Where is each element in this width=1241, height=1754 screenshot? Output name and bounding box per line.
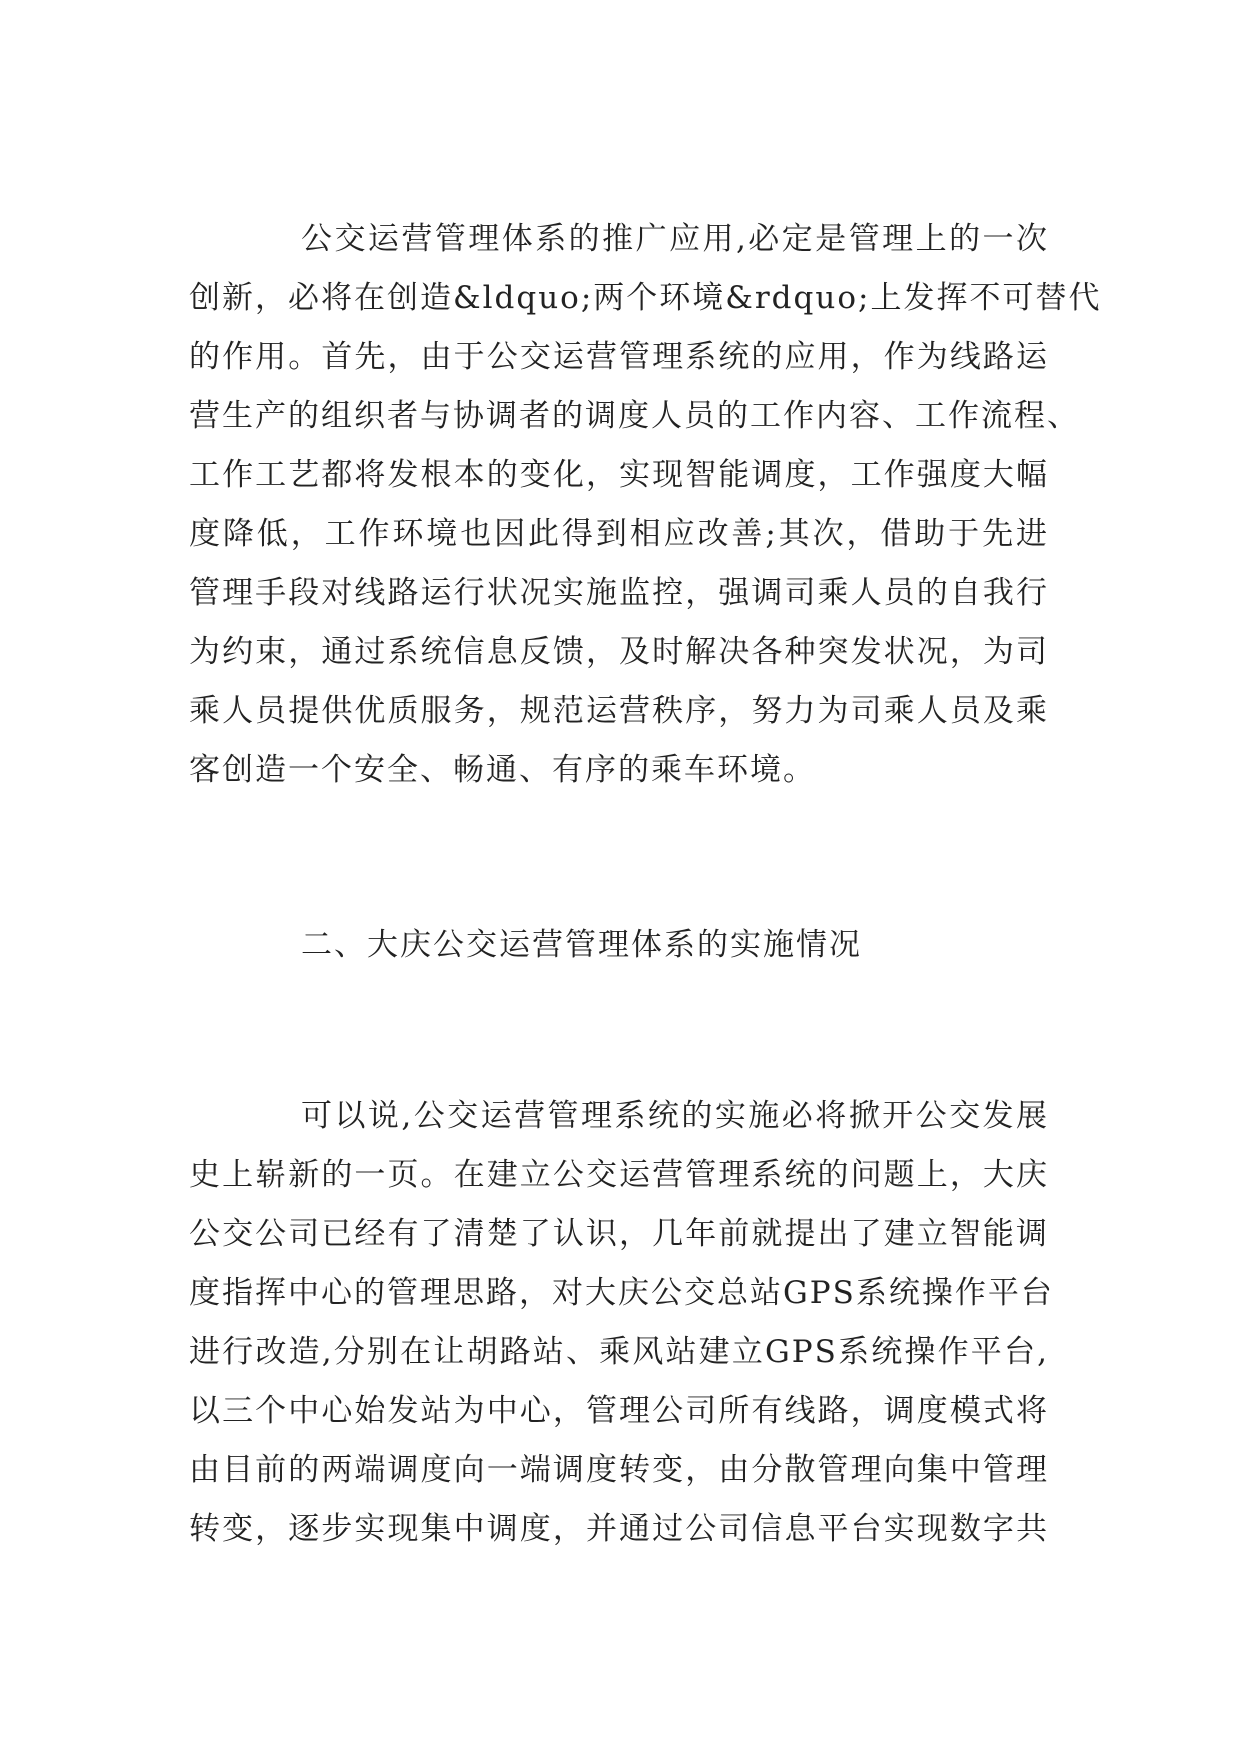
paragraph-1-line: 度降低，工作环境也因此得到相应改善;其次，借助于先进: [189, 516, 1049, 552]
paragraph-2-line: 度指挥中心的管理思路，对大庆公交总站GPS系统操作平台: [189, 1275, 1054, 1311]
paragraph-1-line: 乘人员提供优质服务，规范运营秩序，努力为司乘人员及乘: [189, 693, 1049, 729]
paragraph-1-line: 客创造一个安全、畅通、有序的乘车环境。: [189, 752, 816, 788]
paragraph-1-line: 管理手段对线路运行状况实施监控，强调司乘人员的自我行: [189, 575, 1049, 611]
paragraph-2-line: 进行改造,分别在让胡路站、乘风站建立GPS系统操作平台,: [189, 1334, 1049, 1370]
paragraph-2-line: 公交公司已经有了清楚了认识，几年前就提出了建立智能调: [189, 1216, 1049, 1252]
paragraph-1-line: 工作工艺都将发根本的变化，实现智能调度，工作强度大幅: [189, 457, 1049, 493]
paragraph-1: [189, 210, 1102, 800]
paragraph-1-line: 营生产的组织者与协调者的调度人员的工作内容、工作流程、: [189, 398, 1080, 434]
paragraph-2-line: 可以说,公交运营管理系统的实施必将掀开公交发展: [301, 1098, 1049, 1134]
paragraph-1-line: 为约束，通过系统信息反馈，及时解决各种突发状况，为司: [189, 634, 1049, 670]
paragraph-2-line: 史上崭新的一页。在建立公交运营管理系统的问题上，大庆: [189, 1157, 1049, 1193]
paragraph-1-line: 创新，必将在创造&ldquo;两个环境&rdquo;上发挥不可替代: [189, 280, 1102, 316]
paragraph-2-line: 转变，逐步实现集中调度，并通过公司信息平台实现数字共: [189, 1511, 1049, 1547]
paragraph-2-line: 由目前的两端调度向一端调度转变，由分散管理向集中管理: [189, 1452, 1049, 1488]
paragraph-1-line: 的作用。首先，由于公交运营管理系统的应用，作为线路运: [189, 339, 1049, 375]
section-heading: 二、大庆公交运营管理体系的实施情况: [301, 927, 862, 963]
paragraph-1-line: 公交运营管理体系的推广应用,必定是管理上的一次: [301, 221, 1049, 257]
paragraph-2: [189, 1087, 1054, 1559]
paragraph-2-line: 以三个中心始发站为中心，管理公司所有线路，调度模式将: [189, 1393, 1049, 1429]
